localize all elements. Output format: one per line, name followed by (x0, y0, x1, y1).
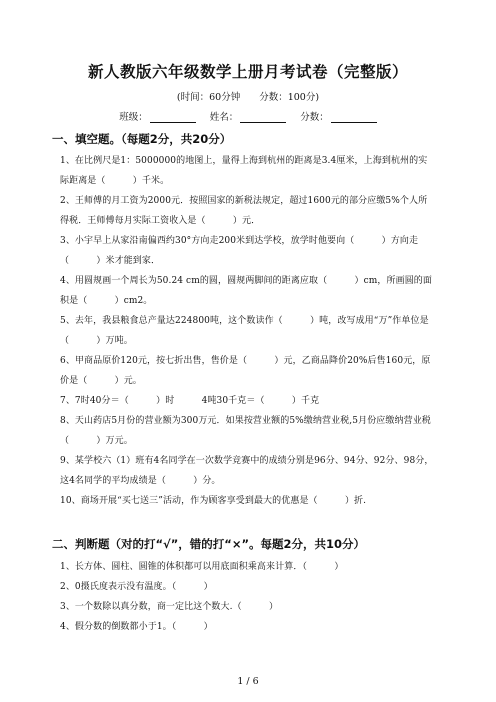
question-item: 4、用圆规画一个周长为50.24 cm的圆，圆规两脚间的距离应取（ ）cm，所画圆的面积是（ ）cm2。 (60, 276, 433, 306)
question-item: 2、王师傅的月工资为2000元．按照国家的新税法规定，超过1600元的部分应缴5%个人所得税．王师傅每月实际工资收入是（ ）元． (60, 196, 428, 226)
student-info-fields (0, 109, 496, 123)
name-blank-line (240, 111, 286, 123)
class-blank-line (150, 111, 196, 123)
question-item: 3、一个数除以真分数，商一定比这个数大.（ ） (60, 602, 279, 612)
question-item: 5、去年，我县粮食总产量达224800吨，这个数读作（ ）吨，改写成用“万”作单位是（ ）万吨。 (60, 316, 429, 346)
question-item: 1、在比例尺是1：5000000的地图上，量得上海到杭州的距离是3.4厘米，上海到杭州的实际距离是（ ）千米。 (60, 156, 428, 186)
page-title: 新人教版六年级数学上册月考试卷（完整版） (87, 63, 408, 81)
question-item: 7、7时40分＝（ ）时 4吨30千克＝（ ）千克 (60, 396, 320, 406)
question-item: 3、小宇早上从家沿南偏西约30°方向走200米到达学校，放学时他要向（ ）方向走（ ）米才能到家． (60, 236, 419, 266)
class-field[interactable] (119, 109, 196, 123)
name-label: 姓名： (209, 112, 239, 123)
question-item: 2、0摄氏度表示没有温度。（ ） (60, 582, 213, 592)
exam-time-score: (时间：60分钟 分数：100分) (176, 92, 320, 103)
question-item: 6、甲商品原价120元，按七折出售，售价是（ ）元，乙商品降价20%后售160元，原价是（ ）元。 (60, 356, 431, 386)
section-heading-true-false: 二、判断题（对的打“√”，错的打“×”。每题2分，共10分） (52, 537, 366, 551)
question-item: 9、某学校六（1）班有4名同学在一次数学竞赛中的成绩分别是96分、94分、92分、98分，这4名同学的平均成绩是（ ）分。 (60, 456, 434, 486)
question-item: 10、商场开展“买七送三”活动，作为顾客享受到最大的优惠是（ ）折. (60, 496, 367, 506)
score-label: 分数： (300, 112, 329, 123)
page-number: 1 / 6 (237, 676, 259, 687)
score-field[interactable] (300, 109, 377, 123)
question-item: 8、天山药店5月份的营业额为300万元．如果按营业额的5%缴纳营业税,5月份应缴纳营业税（ ）万元。 (60, 416, 431, 446)
class-label: 班级： (119, 112, 148, 123)
score-blank-line (331, 111, 377, 123)
section-heading-fill-in: 一、填空题。（每题2分，共20分） (52, 132, 232, 146)
name-field[interactable] (210, 109, 287, 123)
question-item: 4、假分数的倒数都小于1。（ ） (60, 622, 213, 632)
question-item: 1、长方体、圆柱、圆锥的体积都可以用底面积乘高来计算．（ ） (60, 562, 344, 572)
